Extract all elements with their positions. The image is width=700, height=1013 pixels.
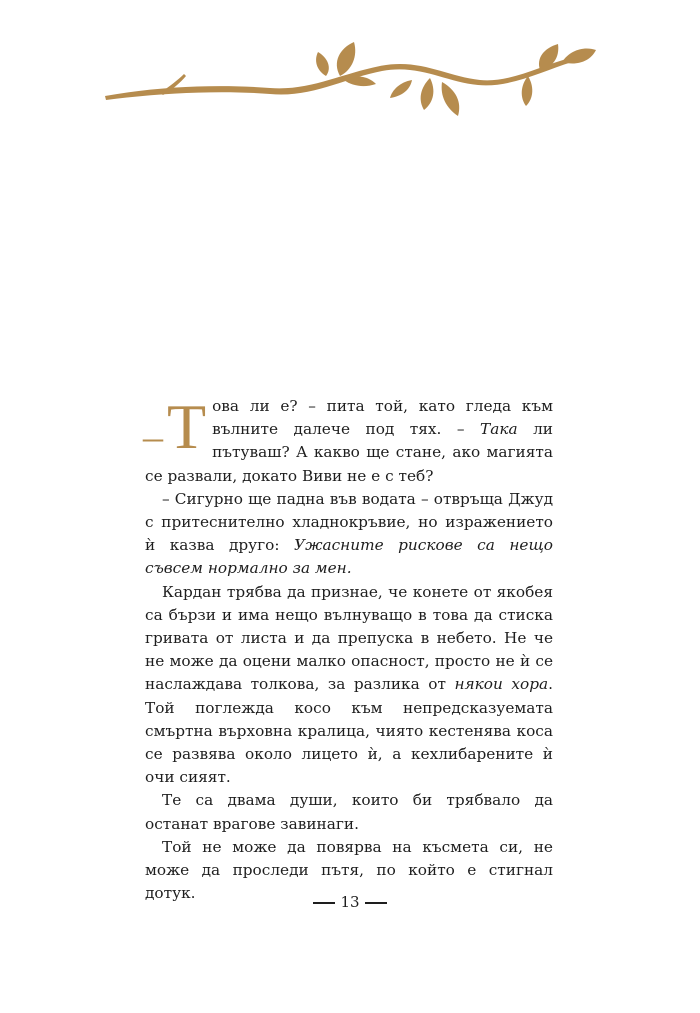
paragraph-2-italic: Ужасните рискове са нещо съвсем нормално за мен. [145,536,553,578]
drop-cap-dash: – [143,414,163,459]
paragraph-3-after: . Той поглежда косо към непредсказуемата смъртна върховна кралица, чиято кестенява коса се развява около лицето ѝ, а кехлибарените ѝ очи сияят. [145,675,553,787]
paragraph-3 [145,581,553,790]
paragraph-1 [143,391,553,488]
paragraph-4 [145,789,553,835]
drop-cap [143,391,207,463]
paragraph-1-italic: Така [480,420,518,439]
page-number [0,893,700,911]
paragraph-1-text: ова ли е? – пита той, като гледа към вълните далече под тях. – [212,397,553,439]
page-number-right-dash [365,902,387,904]
paragraph-3-text: Кардан трябва да признае, че конете от якобея са бързи и има нещо вълнуващо в това да стиска гривата от листа и да препуска в небето. Не че не може да оцени малко опасност, просто не ѝ се наслаждава толкова, за разлика от [145,582,553,694]
paragraph-5-text: Той не може да повярва на късмета си, не може да проследи пътя, по който е стигнал дотук. [145,837,553,903]
page-number-left-dash [313,902,335,904]
paragraph-2-text: – Сигурно ще падна във водата – отвръща Джуд с притеснително хладнокръвие, но изражението ѝ казва друго: [145,489,553,555]
paragraph-1-after: ли пътуваш? А какво ще стане, ако магията се развали, докато Виви не е с теб? [145,420,553,485]
page-number-value: 13 [340,893,360,911]
paragraph-2 [145,488,553,581]
drop-cap-letter: Т [167,391,207,462]
paragraph-3-italic: някои хора [454,675,549,694]
body-text [143,391,553,905]
vine-ornament [100,36,600,126]
paragraph-4-text: Те са двама души, които би трябвало да останат врагове завинаги. [145,791,553,833]
